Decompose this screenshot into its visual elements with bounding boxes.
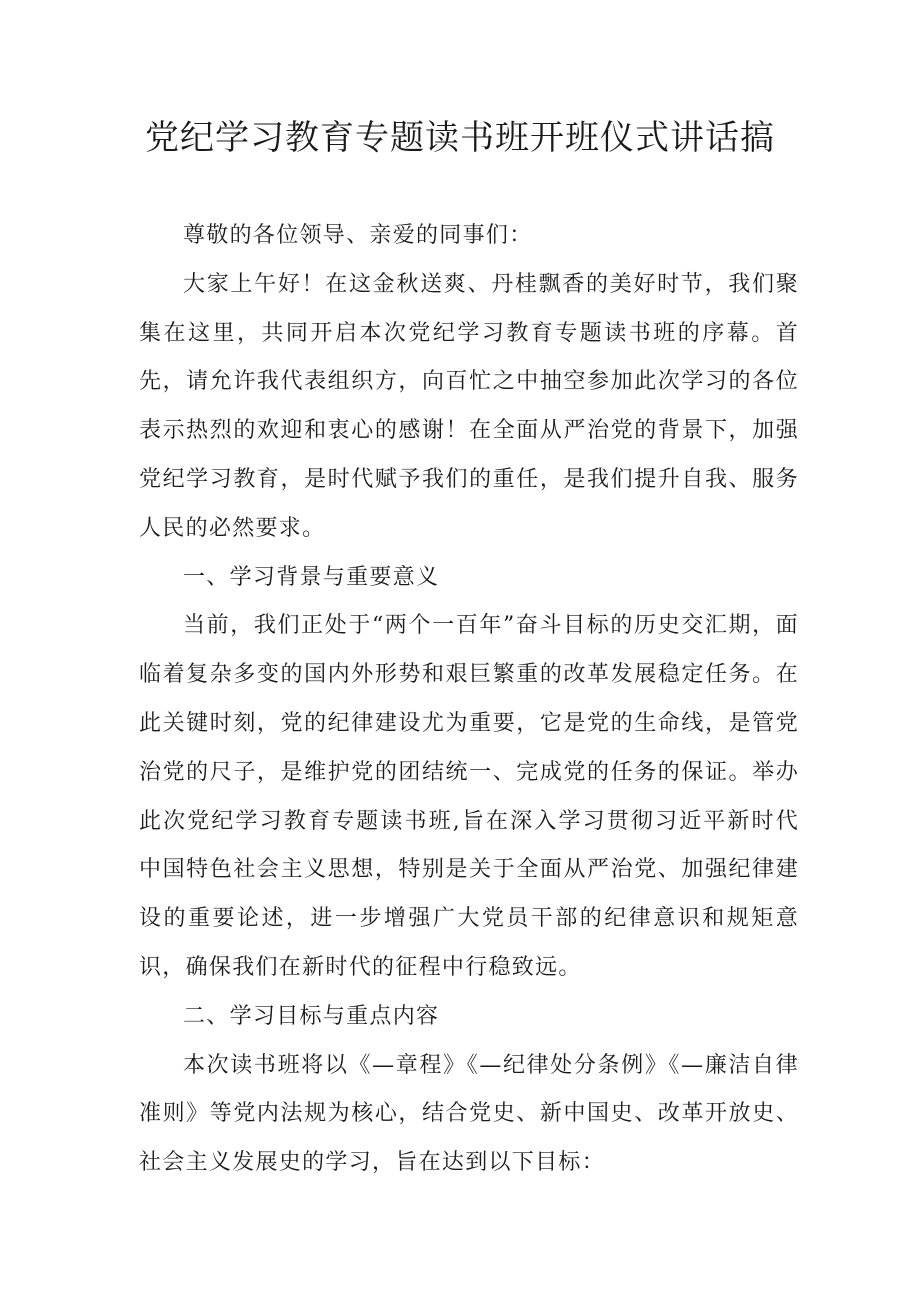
section-body-goals: 本次读书班将以《—章程》《—纪律处分条例》《—廉洁自律准则》等党内法规为核心，结合党史、新中国史、改革开放史、社会主义发展史的学习，旨在达到以下目标： bbox=[139, 1052, 799, 1176]
section-body-background: 当前，我们正处于“两个一百年”奋斗目标的历史交汇期，面临着复杂多变的国内外形势和艰巨繁重的改革发展稳定任务。在此关键时刻，党的纪律建设尤为重要，它是党的生命线，是管党治党的尺子，是维护党的团结统一、完成党的任务的保证。举办此次党纪学习教育专题读书班,旨在深入学习贯彻习近平新时代中国特色社会主义思想，特别是关于全面从严治党、加强纪律建设的重要论述，进一步增强广大党员干部的纪律意识和规矩意识，确保我们在新时代的征程中行稳致远。 bbox=[139, 613, 799, 980]
document-body bbox=[139, 212, 799, 1188]
salutation: 尊敬的各位领导、亲爱的同事们： bbox=[183, 223, 533, 248]
document-title: 党纪学习教育专题读书班开班仪式讲话搞 bbox=[145, 118, 775, 158]
section-heading-goals: 二、学习目标与重点内容 bbox=[183, 1003, 440, 1029]
opening-paragraph: 大家上午好！在这金秋送爽、丹桂飘香的美好时节，我们聚集在这里，共同开启本次党纪学习教育专题读书班的序幕。首先，请允许我代表组织方，向百忙之中抽空参加此次学习的各位表示热烈的欢迎和衷心的感谢！在全面从严治党的背景下，加强党纪学习教育，是时代赋予我们的重任，是我们提升自我、服务人民的必然要求。 bbox=[139, 271, 799, 541]
section-heading-background: 一、学习背景与重要意义 bbox=[183, 564, 440, 590]
